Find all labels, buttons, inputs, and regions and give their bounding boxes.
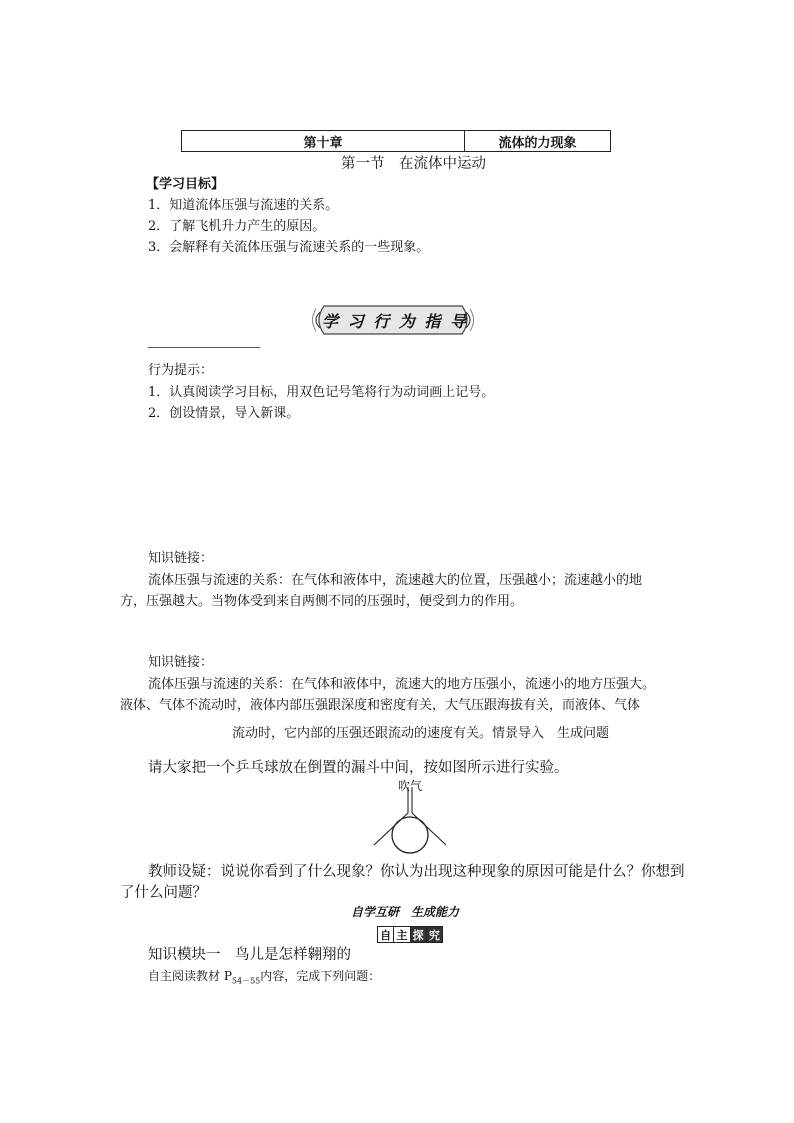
behavior-tips-heading: 行为提示： — [148, 363, 214, 378]
banner-char: 导 — [449, 311, 466, 331]
knowledge-module-title: 知识模块一 鸟儿是怎样翱翔的 — [148, 947, 351, 963]
objectives-heading: 【学习目标】 — [146, 177, 225, 192]
objective-item: 1．知道流体压强与流速的关系。 — [148, 198, 339, 213]
self-inquiry-char: 探 — [411, 927, 427, 942]
knowledge-link-heading: 知识链接： — [148, 551, 214, 566]
chapter-header-table — [181, 130, 611, 152]
teacher-question: 了什么问题？ — [120, 885, 207, 901]
self-study-subtitle: 自学互研 生成能力 — [351, 905, 460, 919]
experiment-instruction: 请大家把一个乒乓球放在倒置的漏斗中间，按如图所示进行实验。 — [148, 760, 569, 776]
divider-line — [148, 347, 260, 348]
reading-instruction — [148, 969, 380, 988]
knowledge-link-text: 流动时，它内部的压强还跟流动的速度有关。情景导入 生成问题 — [232, 726, 610, 741]
self-inquiry-char: 自 — [378, 927, 394, 942]
page-range: 54－55 — [231, 976, 261, 986]
teacher-question: 教师设疑：说说你看到了什么现象？你认为出现这种现象的原因可能是什么？你想到 — [148, 864, 685, 880]
banner-char: 为 — [398, 311, 415, 331]
knowledge-link-text: 流体压强与流速的关系：在气体和液体中，流速大的地方压强小，流速小的地方压强大。 — [148, 677, 656, 692]
self-inquiry-char: 究 — [427, 927, 442, 942]
knowledge-link-text: 方，压强越大。当物体受到来自两侧不同的压强时，便受到力的作用。 — [120, 594, 524, 609]
self-inquiry-label — [377, 926, 443, 943]
behavior-tip-item: 2．创设情景，导入新课。 — [148, 406, 300, 421]
chapter-number: 第十章 — [182, 131, 465, 151]
banner-char: 习 — [347, 311, 364, 331]
reading-prefix: 自主阅读教材 P — [148, 969, 232, 983]
blow-label: 吹气 — [398, 779, 423, 793]
knowledge-link-text: 流体压强与流速的关系：在气体和液体中，流速越大的位置，压强越小；流速越小的地 — [148, 573, 643, 588]
knowledge-link-heading: 知识链接： — [148, 655, 214, 670]
knowledge-link-text: 液体、气体不流动时，液体内部压强跟深度和密度有关，大气压跟海拔有关，而液体、气体 — [120, 698, 641, 713]
banner-title — [322, 309, 466, 331]
objective-item: 2．了解飞机升力产生的原因。 — [148, 219, 326, 234]
objective-item: 3．会解释有关流体压强与流速关系的一些现象。 — [148, 240, 430, 255]
reading-suffix: 内容，完成下列问题： — [260, 969, 381, 983]
behavior-tip-item: 1．认真阅读学习目标，用双色记号笔将行为动词画上记号。 — [148, 385, 495, 400]
chapter-title: 流体的力现象 — [498, 135, 577, 151]
self-inquiry-char: 主 — [394, 927, 410, 942]
banner-char: 行 — [373, 311, 390, 331]
section-title: 第一节 在流体中运动 — [341, 156, 486, 172]
banner-char: 学 — [322, 311, 339, 331]
banner-char: 指 — [424, 311, 441, 331]
funnel-ball-diagram — [370, 785, 450, 857]
